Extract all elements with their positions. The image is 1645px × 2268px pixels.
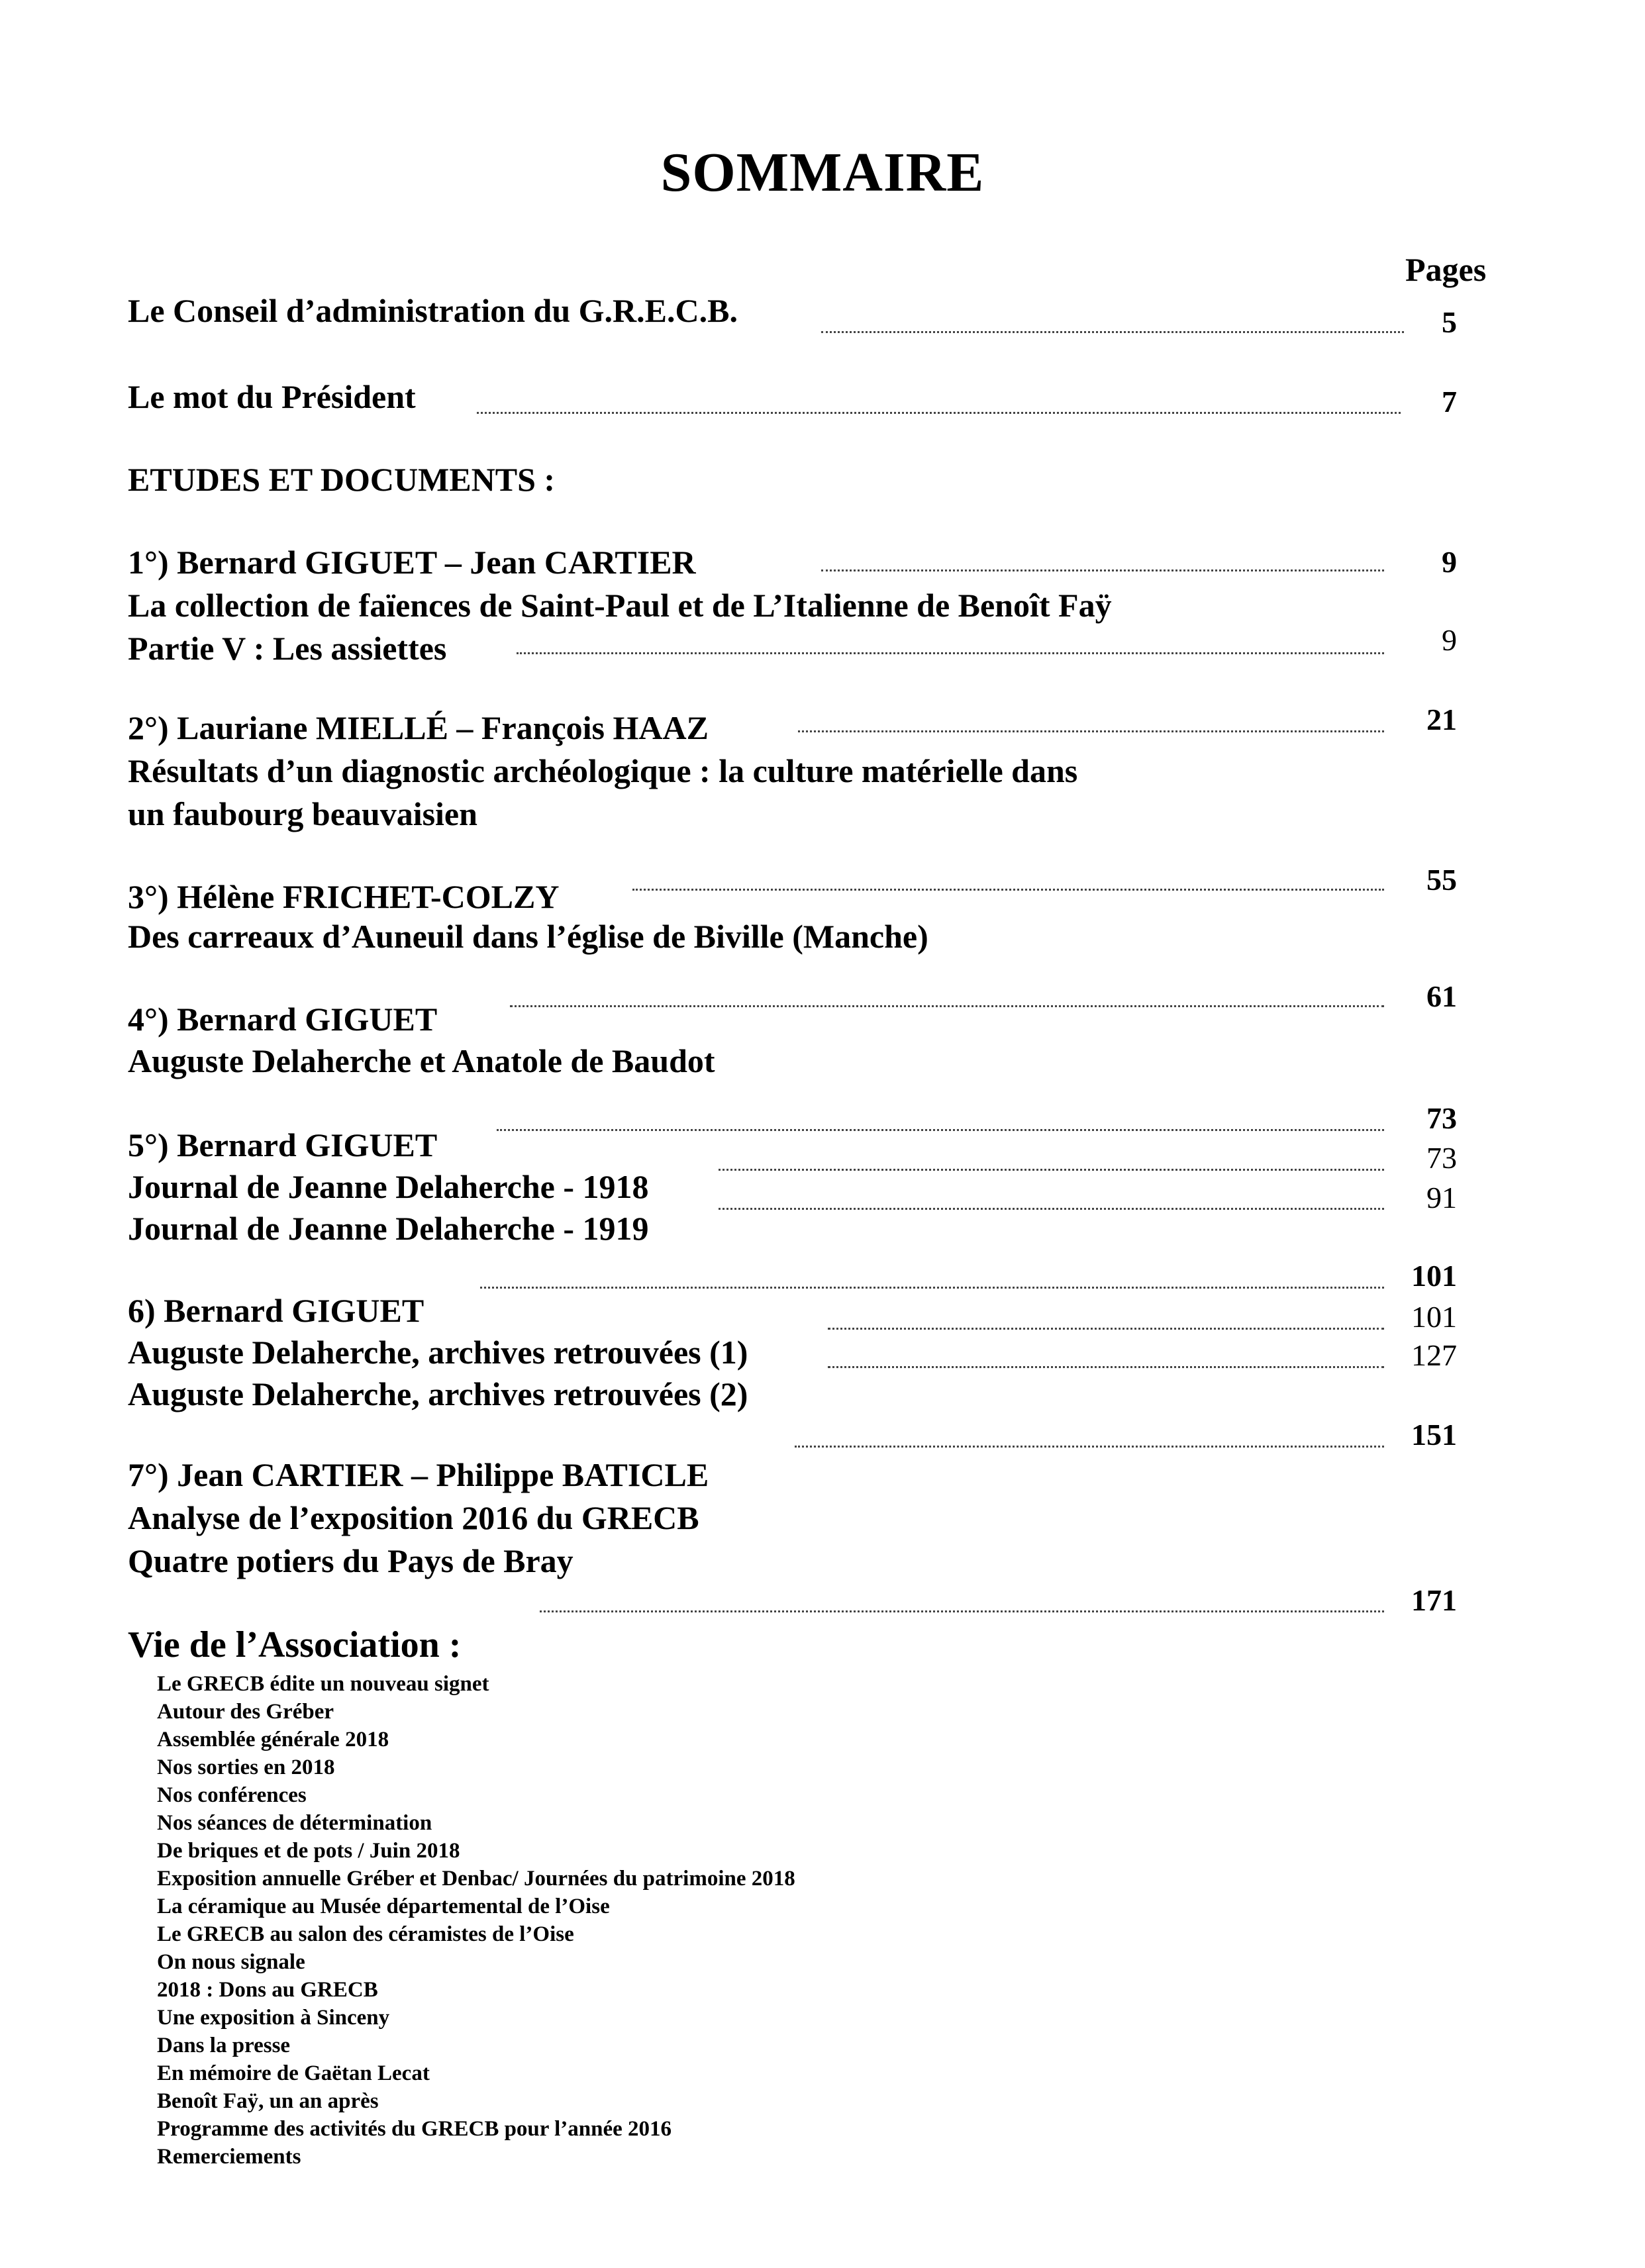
- toc-entry-1-subtitle[interactable]: Partie V : Les assiettes: [128, 630, 447, 667]
- toc-entry-7-title[interactable]: Analyse de l’exposition 2016 du GRECB: [128, 1499, 699, 1536]
- toc-entry-4-title[interactable]: Auguste Delaherche et Anatole de Baudot: [128, 1042, 715, 1079]
- list-item: De briques et de pots / Juin 2018: [157, 1839, 460, 1863]
- list-item: Nos séances de détermination: [157, 1811, 432, 1835]
- toc-entry-5-journal-1919[interactable]: Journal de Jeanne Delaherche - 1919: [128, 1210, 649, 1247]
- toc-entry-6-archives-1[interactable]: Auguste Delaherche, archives retrouvées (1): [128, 1334, 748, 1371]
- leader-dots: [477, 412, 1401, 414]
- leader-dots: [719, 1208, 1384, 1210]
- list-item: Benoît Faÿ, un an après: [157, 2089, 379, 2113]
- list-item: Remerciements: [157, 2145, 301, 2169]
- page-number: 61: [1426, 979, 1457, 1013]
- page-number: 5: [1442, 305, 1457, 339]
- list-item: Nos sorties en 2018: [157, 1755, 335, 1779]
- leader-dots: [517, 652, 1384, 654]
- page-number: 171: [1411, 1583, 1457, 1617]
- section-heading-etudes: ETUDES ET DOCUMENTS :: [128, 461, 556, 498]
- leader-dots: [821, 331, 1404, 333]
- list-item: On nous signale: [157, 1950, 305, 1974]
- toc-entry-3-title[interactable]: Des carreaux d’Auneuil dans l’église de Biville (Manche): [128, 918, 928, 955]
- list-item: Autour des Gréber: [157, 1700, 334, 1724]
- page-number: 101: [1411, 1300, 1457, 1334]
- toc-entry-1-author[interactable]: 1°) Bernard GIGUET – Jean CARTIER: [128, 544, 696, 581]
- toc-entry-6-author[interactable]: 6) Bernard GIGUET: [128, 1292, 424, 1329]
- list-item: La céramique au Musée départemental de l’Oise: [157, 1895, 610, 1918]
- toc-entry-5-author[interactable]: 5°) Bernard GIGUET: [128, 1126, 438, 1163]
- page-number: 9: [1442, 623, 1457, 657]
- toc-entry-2-author[interactable]: 2°) Lauriane MIELLÉ – François HAAZ: [128, 709, 709, 746]
- toc-entry-7-subtitle[interactable]: Quatre potiers du Pays de Bray: [128, 1542, 573, 1579]
- leader-dots: [632, 889, 1384, 891]
- list-item: Le GRECB édite un nouveau signet: [157, 1672, 489, 1696]
- vie-association-list: [157, 1670, 795, 2171]
- leader-dots: [540, 1610, 1384, 1612]
- pages-column-header: Pages: [1405, 251, 1487, 288]
- list-item: Assemblée générale 2018: [157, 1728, 389, 1751]
- list-item: En mémoire de Gaëtan Lecat: [157, 2061, 430, 2085]
- leader-dots: [798, 730, 1384, 732]
- toc-entry-6-archives-2[interactable]: Auguste Delaherche, archives retrouvées (2): [128, 1375, 748, 1412]
- page-number: 73: [1426, 1101, 1457, 1135]
- toc-entry-2-title-cont[interactable]: un faubourg beauvaisien: [128, 795, 477, 832]
- page-number: 21: [1426, 703, 1457, 736]
- toc-entry-mot-du-president[interactable]: Le mot du Président: [128, 378, 416, 415]
- toc-entry-7-author[interactable]: 7°) Jean CARTIER – Philippe BATICLE: [128, 1456, 709, 1493]
- list-item: Exposition annuelle Gréber et Denbac/ Journées du patrimoine 2018: [157, 1867, 795, 1891]
- page-number: 127: [1411, 1338, 1457, 1372]
- list-item: 2018 : Dons au GRECB: [157, 1978, 378, 2002]
- page-number: 91: [1426, 1181, 1457, 1214]
- leader-dots: [497, 1129, 1384, 1131]
- page-number: 55: [1426, 863, 1457, 897]
- page-number: 151: [1411, 1418, 1457, 1452]
- list-item: Programme des activités du GRECB pour l’année 2016: [157, 2117, 672, 2141]
- leader-dots: [480, 1287, 1384, 1289]
- toc-entry-1-title[interactable]: La collection de faïences de Saint-Paul et de L’Italienne de Benoît Faÿ: [128, 587, 1112, 624]
- list-item: Nos conférences: [157, 1783, 307, 1807]
- list-item: Une exposition à Sinceny: [157, 2006, 390, 2030]
- toc-entry-5-journal-1918[interactable]: Journal de Jeanne Delaherche - 1918: [128, 1168, 649, 1205]
- leader-dots: [719, 1169, 1384, 1171]
- page-number: 73: [1426, 1141, 1457, 1175]
- toc-entry-3-author[interactable]: 3°) Hélène FRICHET-COLZY: [128, 878, 560, 915]
- leader-dots: [828, 1366, 1384, 1368]
- leader-dots: [821, 569, 1384, 571]
- list-item: Le GRECB au salon des céramistes de l’Oise: [157, 1922, 574, 1946]
- leader-dots: [828, 1328, 1384, 1330]
- section-heading-vie-association[interactable]: Vie de l’Association :: [128, 1624, 462, 1665]
- toc-entry-2-title[interactable]: Résultats d’un diagnostic archéologique : la culture matérielle dans: [128, 752, 1078, 789]
- page-number: 9: [1442, 545, 1457, 579]
- page-number: 101: [1411, 1259, 1457, 1293]
- toc-entry-conseil[interactable]: Le Conseil d’administration du G.R.E.C.B.: [128, 292, 738, 329]
- leader-dots: [510, 1005, 1384, 1007]
- toc-entry-4-author[interactable]: 4°) Bernard GIGUET: [128, 1001, 438, 1038]
- leader-dots: [795, 1446, 1384, 1448]
- list-item: Dans la presse: [157, 2034, 291, 2057]
- page-number: 7: [1442, 385, 1457, 419]
- page-title: SOMMAIRE: [660, 142, 985, 203]
